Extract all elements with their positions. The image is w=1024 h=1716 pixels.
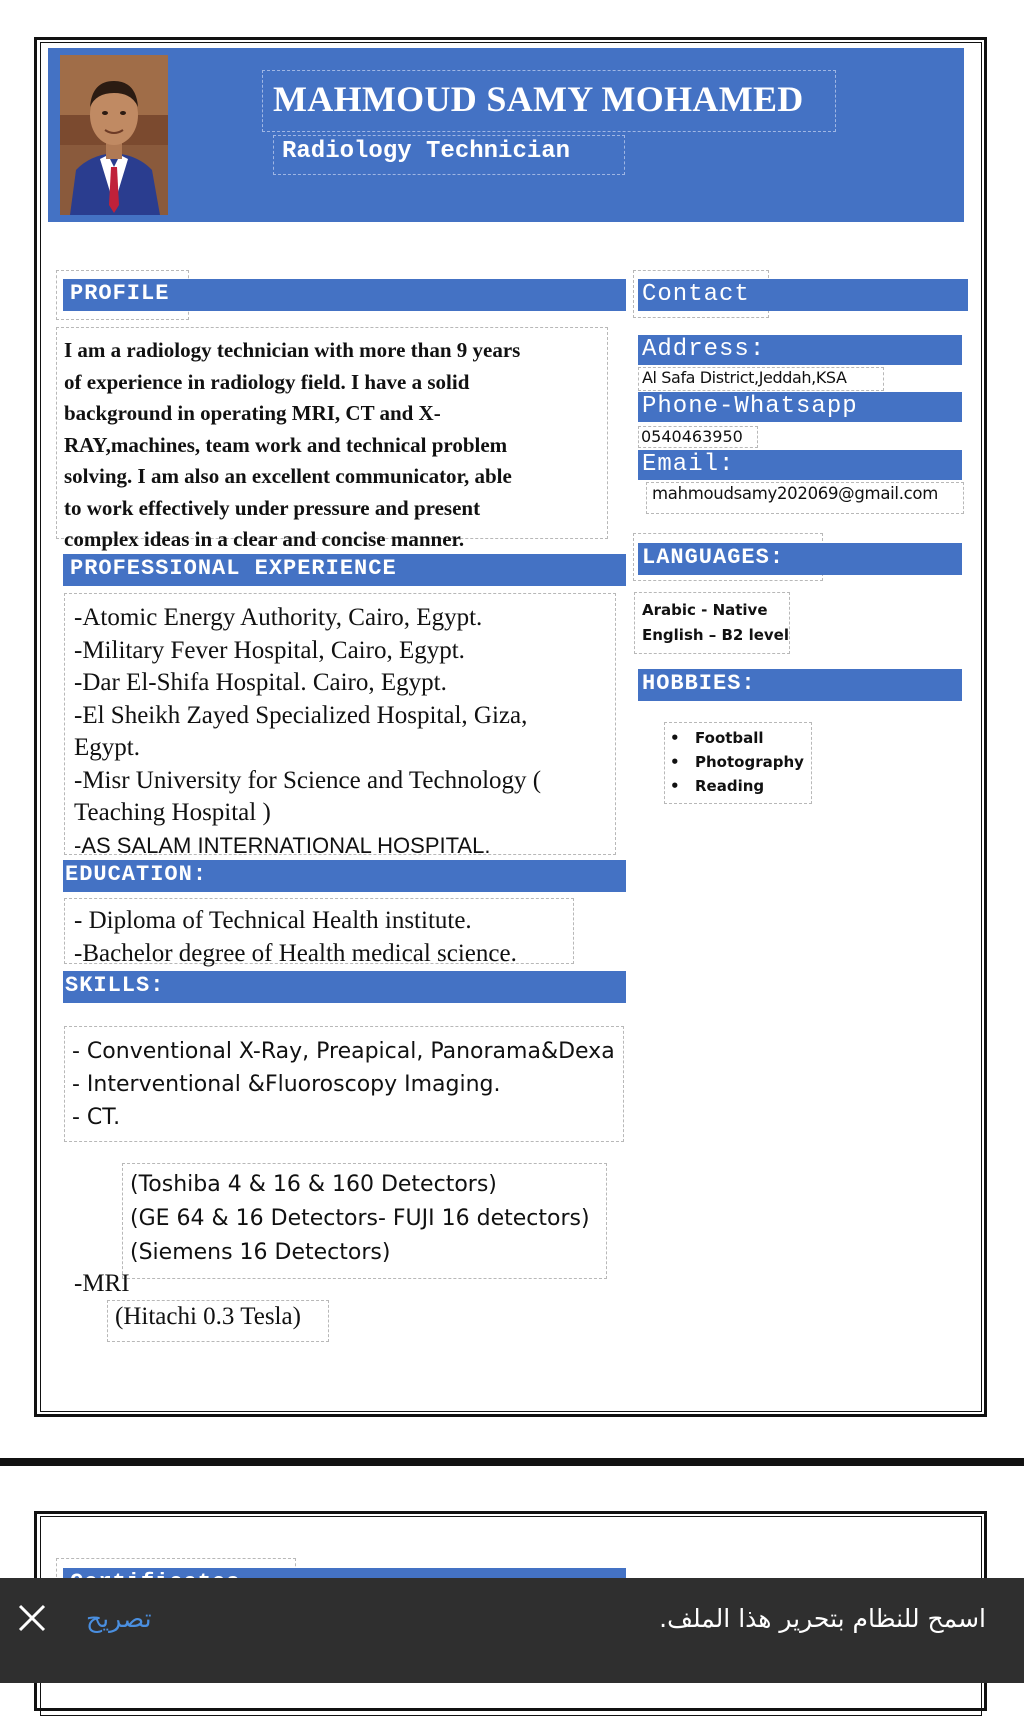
address-value: Al Safa District,Jeddah,KSA bbox=[642, 368, 847, 387]
candidate-name: MAHMOUD SAMY MOHAMED bbox=[273, 79, 804, 119]
contact-heading: Contact bbox=[642, 281, 750, 308]
hobby-item bbox=[670, 726, 804, 750]
phone-label: Phone-Whatsapp bbox=[642, 393, 858, 420]
education-heading-bar bbox=[63, 860, 626, 892]
candidate-title: Radiology Technician bbox=[282, 138, 571, 165]
profile-heading-bar bbox=[63, 279, 626, 311]
allow-button[interactable]: تصريح bbox=[86, 1604, 152, 1633]
profile-line: to work effectively under pressure and present bbox=[64, 495, 481, 520]
address-label: Address: bbox=[642, 336, 766, 363]
edit-permission-message: اسمح للنظام بتحرير هذا الملف. bbox=[659, 1604, 986, 1633]
ct-detail: (GE 64 & 16 Detectors- FUJI 16 detectors) bbox=[130, 1206, 590, 1231]
email-label: Email: bbox=[642, 451, 735, 478]
hobby-item bbox=[670, 750, 804, 774]
profile-heading: PROFILE bbox=[70, 281, 170, 306]
hobbies-heading-bar bbox=[638, 669, 962, 701]
email-value: mahmoudsamy202069@gmail.com bbox=[652, 484, 938, 503]
experience-item: -Dar El-Shifa Hospital. Cairo, Egypt. bbox=[74, 669, 447, 696]
phone-value: 0540463950 bbox=[641, 427, 743, 446]
profile-line: complex ideas in a clear and concise manner. bbox=[64, 527, 465, 551]
experience-item: Teaching Hospital ) bbox=[74, 799, 271, 826]
email-label-bar bbox=[638, 450, 962, 480]
languages-heading: LANGUAGES: bbox=[642, 545, 785, 570]
bullet-icon: • bbox=[670, 777, 680, 795]
hobby-label: Reading bbox=[695, 777, 765, 795]
education-heading: EDUCATION: bbox=[65, 862, 208, 887]
phone-label-bar bbox=[638, 392, 962, 422]
hobby-label: Photography bbox=[695, 753, 804, 771]
hobbies-heading: HOBBIES: bbox=[642, 671, 756, 696]
experience-list bbox=[74, 602, 541, 862]
skills-list bbox=[72, 1035, 615, 1134]
profile-line: RAY,machines, team work and technical problem bbox=[64, 432, 508, 457]
skill-item: - Conventional X-Ray, Preapical, Panorama&Dexa bbox=[72, 1039, 615, 1064]
profile-photo bbox=[60, 55, 168, 215]
skill-item: - CT. bbox=[72, 1105, 121, 1130]
profile-text bbox=[64, 335, 520, 556]
education-item: - Diploma of Technical Health institute. bbox=[74, 907, 472, 934]
profile-line: solving. I am also an excellent communicator, able bbox=[64, 464, 512, 488]
languages-heading-bar bbox=[638, 543, 962, 575]
ct-details bbox=[130, 1168, 590, 1270]
experience-item: -El Sheikh Zayed Specialized Hospital, Giza, bbox=[74, 701, 528, 729]
language-item: Arabic - Native bbox=[642, 601, 768, 619]
mri-detail: (Hitachi 0.3 Tesla) bbox=[115, 1303, 301, 1330]
contact-heading-bar bbox=[638, 279, 968, 311]
bullet-icon: • bbox=[670, 753, 680, 771]
hobby-label: Football bbox=[695, 729, 764, 747]
skills-heading-bar bbox=[63, 971, 626, 1003]
skills-heading: SKILLS: bbox=[65, 973, 165, 998]
experience-item: -Atomic Energy Authority, Cairo, Egypt. bbox=[74, 604, 483, 631]
profile-line: I am a radiology technician with more than 9 years bbox=[64, 338, 521, 362]
ct-detail: (Siemens 16 Detectors) bbox=[130, 1240, 391, 1265]
experience-item: -Military Fever Hospital, Cairo, Egypt. bbox=[74, 636, 465, 664]
experience-item: Egypt. bbox=[74, 734, 140, 761]
skill-item: - Interventional &Fluoroscopy Imaging. bbox=[72, 1072, 501, 1097]
close-icon bbox=[10, 1596, 54, 1640]
language-item: English – B2 level bbox=[642, 626, 789, 644]
profile-line: background in operating MRI, CT and X- bbox=[64, 401, 441, 425]
education-list bbox=[74, 905, 517, 970]
hobbies-list bbox=[670, 726, 804, 798]
languages-list bbox=[642, 598, 789, 648]
close-button[interactable] bbox=[10, 1596, 54, 1640]
page-separator bbox=[0, 1458, 1024, 1466]
mri-skill: -MRI bbox=[74, 1270, 130, 1297]
profile-line: of experience in radiology field. I have a solid bbox=[64, 369, 470, 394]
bullet-icon: • bbox=[670, 729, 680, 747]
ct-detail: (Toshiba 4 & 16 & 160 Detectors) bbox=[130, 1172, 497, 1197]
address-label-bar bbox=[638, 335, 962, 365]
experience-heading: PROFESSIONAL EXPERIENCE bbox=[70, 556, 397, 581]
experience-item: -Misr University for Science and Technology ( bbox=[74, 766, 542, 794]
education-item: -Bachelor degree of Health medical science. bbox=[74, 939, 517, 967]
experience-item: -AS SALAM INTERNATIONAL HOSPITAL. bbox=[74, 832, 491, 858]
experience-heading-bar bbox=[63, 554, 626, 586]
edit-permission-bar bbox=[0, 1578, 1024, 1683]
hobby-item bbox=[670, 774, 804, 798]
